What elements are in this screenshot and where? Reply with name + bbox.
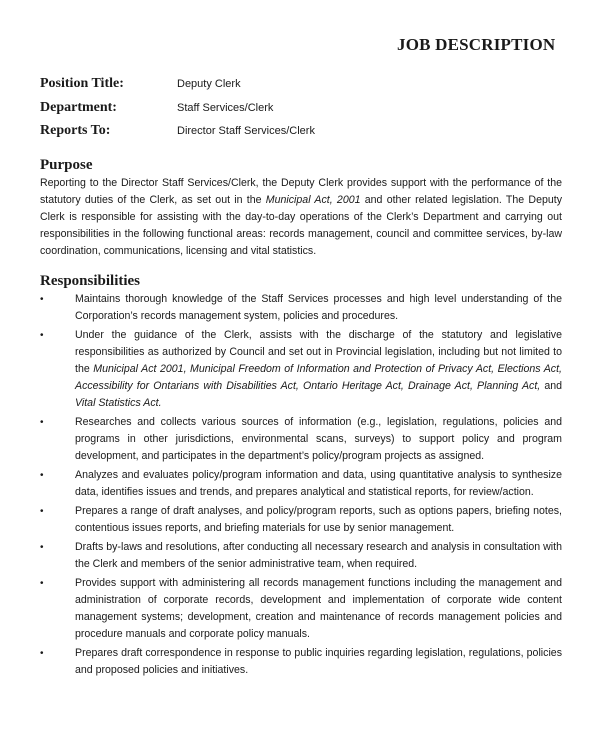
text-segment: Maintains thorough knowledge of the Staff Services processes and high level understanding of the Corporation’s records management system, policies and procedures. bbox=[75, 293, 562, 322]
purpose-heading: Purpose bbox=[40, 157, 93, 173]
text-segment: Prepares draft correspondence in response to public inquiries regarding legislation, regulations, policies and proposed policies and initiatives. bbox=[75, 647, 562, 676]
field-value: Director Staff Services/Clerk bbox=[177, 125, 315, 137]
responsibilities-list bbox=[40, 291, 562, 681]
bullet-icon: • bbox=[40, 417, 44, 428]
text-segment: and other related legislation. The Deputy Clerk is responsible for assisting with the day-to-day operations of the Clerk’s Department and carrying out responsibilities in the following functional areas: records management, council and committee services, by-law coordination, communications, licensing and vital statistics. bbox=[40, 194, 562, 257]
text-segment: Researches and collects various sources of information (e.g., legislation, regulations, policies and programs in other jurisdictions, environmental scans, surveys) to support policy and program development, and participates in the department’s policy/program projects as assigned. bbox=[75, 416, 562, 462]
responsibility-item bbox=[40, 414, 562, 465]
bullet-icon: • bbox=[40, 470, 44, 481]
field-label: Department: bbox=[40, 100, 117, 115]
bullet-icon: • bbox=[40, 542, 44, 553]
text-segment: Analyzes and evaluates policy/program information and data, using quantitative analysis to synthesize data, identifies issues and trends, and prepares analytical and statistical reports, for review/action. bbox=[75, 469, 562, 498]
text-segment: Reporting to the Director Staff Services/Clerk, the Deputy Clerk provides support with the performance of the statutory duties of the Clerk, as set out in the bbox=[40, 177, 562, 206]
text-segment: Prepares a range of draft analyses, and policy/program reports, such as options papers, briefing notes, contentious issues reports, and briefing materials for use by senior management. bbox=[75, 505, 562, 534]
purpose-paragraph bbox=[40, 175, 562, 260]
bullet-icon: • bbox=[40, 578, 44, 589]
bullet-icon: • bbox=[40, 294, 44, 305]
field-value: Deputy Clerk bbox=[177, 78, 241, 90]
document-title: JOB DESCRIPTION bbox=[397, 35, 556, 54]
responsibility-item bbox=[40, 539, 562, 573]
bullet-icon: • bbox=[40, 506, 44, 517]
bullet-icon: • bbox=[40, 330, 44, 341]
responsibility-item bbox=[40, 467, 562, 501]
bullet-icon: • bbox=[40, 648, 44, 659]
responsibility-item bbox=[40, 503, 562, 537]
field-value: Staff Services/Clerk bbox=[177, 102, 274, 114]
responsibility-item bbox=[40, 575, 562, 643]
field-label: Position Title: bbox=[40, 76, 124, 91]
responsibility-item bbox=[40, 291, 562, 325]
text-segment: Drafts by-laws and resolutions, after conducting all necessary research and analysis in consultation with the Clerk and members of the senior administrative team, when required. bbox=[75, 541, 562, 570]
italic-text: Municipal Act, 2001 bbox=[265, 194, 361, 206]
text-segment: Provides support with administering all records management functions including the management and administration of corporate records, development and implementation of corporate wide content management systems; development, creation and maintenance of records management policies and procedure manuals and corporate policy manuals. bbox=[75, 577, 562, 640]
text-segment: Under the guidance of the Clerk, assists with the discharge of the statutory and legislative responsibilities as authorized by Council and set out in Provincial legislation, including but not limited to the bbox=[75, 329, 562, 375]
text-segment: and bbox=[540, 380, 563, 392]
responsibilities-heading: Responsibilities bbox=[40, 273, 141, 289]
italic-text: Vital Statistics Act. bbox=[75, 397, 162, 409]
responsibility-item bbox=[40, 645, 562, 679]
italic-text: Municipal Act 2001, Municipal Freedom of Information and Protection of Privacy Act, Elections Act, Accessibility for Ontarians with Disabilities Act, Ontario Heritage Act, Drainage Act, Planning Act, bbox=[75, 363, 562, 392]
responsibility-item bbox=[40, 327, 562, 412]
field-label: Reports To: bbox=[40, 123, 111, 138]
